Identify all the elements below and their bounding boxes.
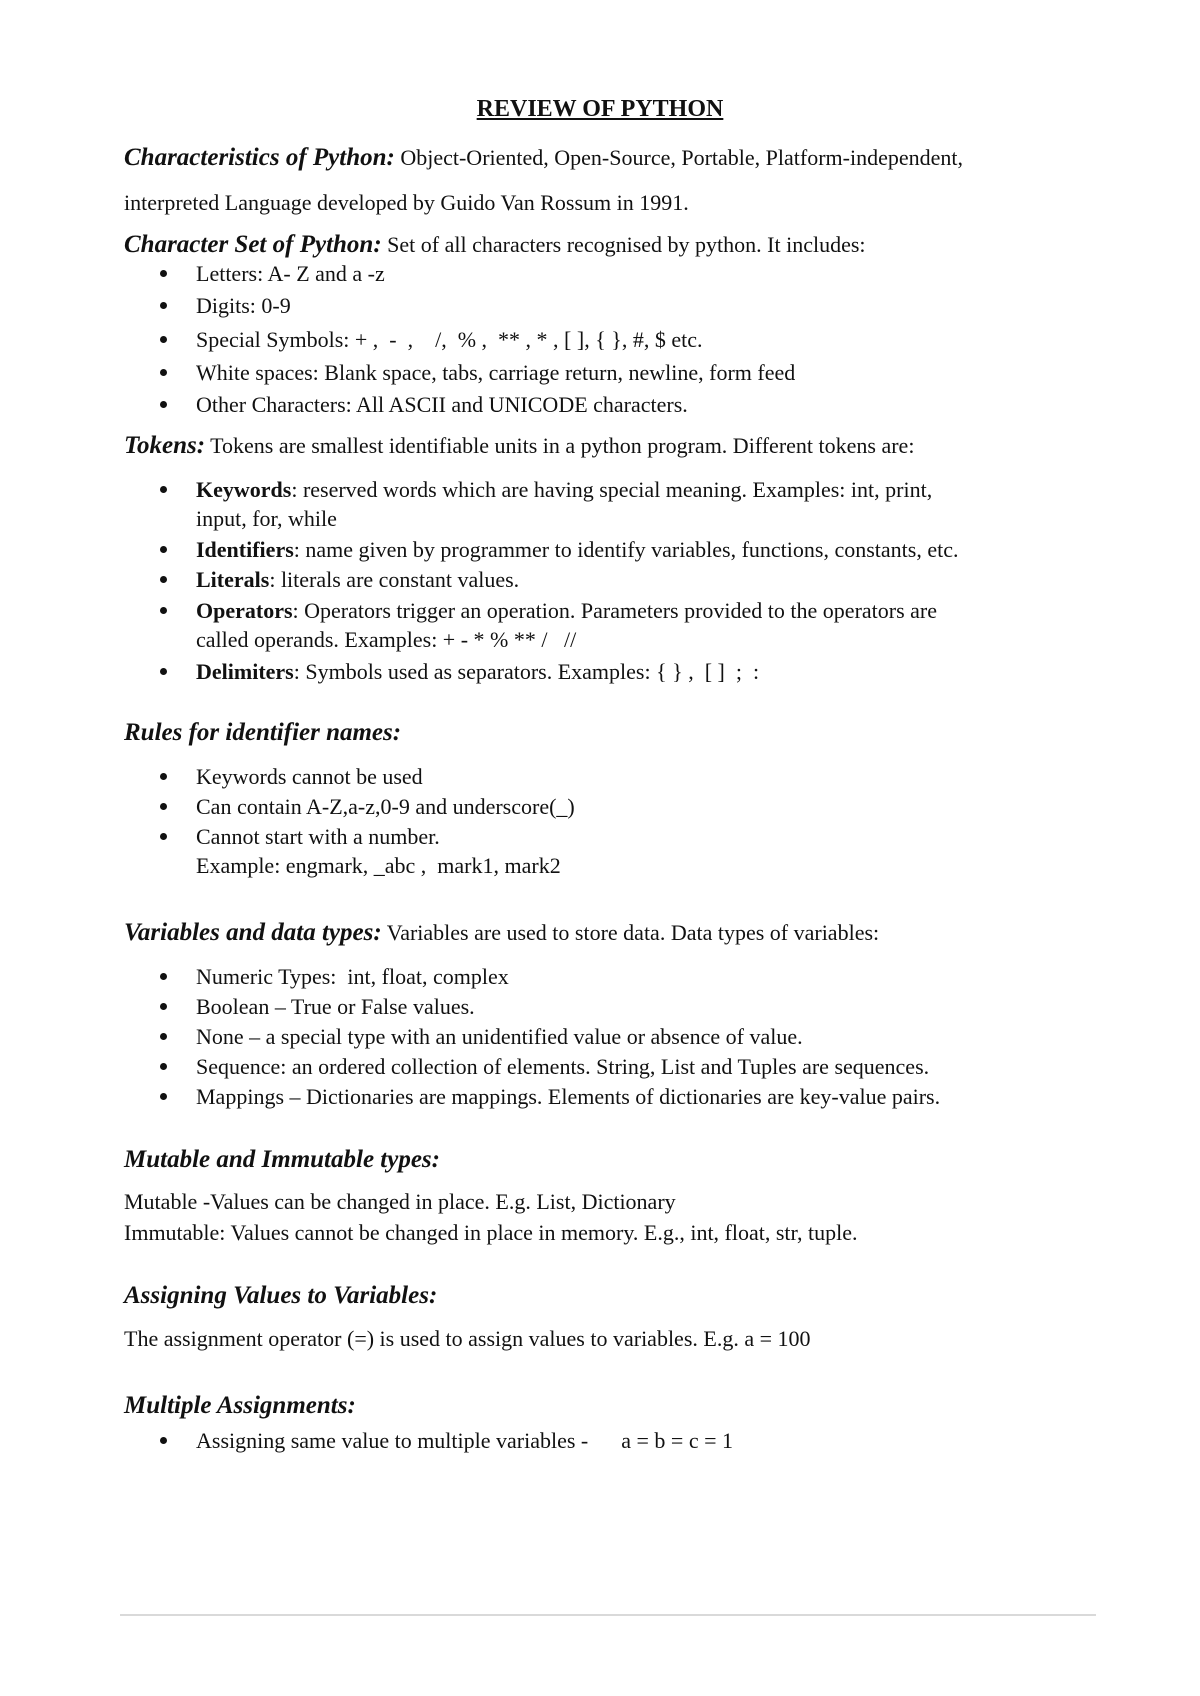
variables-line	[124, 920, 879, 946]
tokens-text: Tokens are smallest identifiable units in a python program. Different tokens are:	[205, 433, 915, 458]
characteristics-heading: Characteristics of Python:	[124, 144, 395, 171]
rules-example: Example: engmark, _abc , mark1, mark2	[196, 853, 561, 878]
bullet-icon	[160, 576, 167, 583]
variables-heading: Variables and data types:	[124, 919, 382, 946]
page-footer-divider	[120, 1614, 1096, 1616]
variables-item: Boolean – True or False values.	[196, 994, 475, 1019]
charset-item: Letters: A- Z and a -z	[196, 261, 385, 286]
rules-item: Cannot start with a number.	[196, 824, 440, 849]
characteristics-text-cont: interpreted Language developed by Guido Van Rossum in 1991.	[124, 190, 689, 215]
variables-item: Numeric Types: int, float, complex	[196, 964, 509, 989]
token-term: Identifiers	[196, 537, 294, 562]
rules-item: Can contain A-Z,a-z,0-9 and underscore(_)	[196, 794, 575, 819]
assigning-heading: Assigning Values to Variables:	[124, 1282, 438, 1309]
token-desc: : literals are constant values.	[269, 567, 520, 592]
immutable-line: Immutable: Values cannot be changed in place in memory. E.g., int, float, str, tuple.	[124, 1220, 858, 1245]
bullet-icon	[160, 973, 167, 980]
token-desc: : name given by programmer to identify variables, functions, constants, etc.	[293, 537, 959, 562]
bullet-icon	[160, 1063, 167, 1070]
charset-heading: Character Set of Python:	[124, 231, 382, 258]
rules-heading: Rules for identifier names:	[124, 719, 402, 746]
assigning-text: The assignment operator (=) is used to assign values to variables. E.g. a = 100	[124, 1326, 811, 1351]
bullet-icon	[160, 270, 167, 277]
bullet-icon	[160, 1093, 167, 1100]
token-term: Operators	[196, 598, 293, 623]
token-term: Delimiters	[196, 659, 294, 684]
token-term: Keywords	[196, 477, 292, 502]
multiple-item: Assigning same value to multiple variables - a = b = c = 1	[196, 1428, 734, 1453]
charset-item: Other Characters: All ASCII and UNICODE characters.	[196, 392, 688, 417]
token-item	[196, 659, 759, 685]
bullet-icon	[160, 336, 167, 343]
bullet-icon	[160, 1003, 167, 1010]
charset-item: Digits: 0-9	[196, 293, 291, 318]
token-item-cont: input, for, while	[196, 506, 337, 531]
variables-text: Variables are used to store data. Data types of variables:	[381, 920, 880, 945]
page-title: REVIEW OF PYTHON	[476, 96, 724, 122]
bullet-icon	[160, 668, 167, 675]
bullet-icon	[160, 833, 167, 840]
multiple-heading: Multiple Assignments:	[124, 1392, 356, 1419]
characteristics-text: Object-Oriented, Open-Source, Portable, Platform-independent,	[394, 145, 963, 170]
token-item	[196, 567, 519, 593]
bullet-icon	[160, 607, 167, 614]
bullet-icon	[160, 773, 167, 780]
characteristics-line	[124, 145, 963, 171]
tokens-line	[124, 433, 914, 459]
bullet-icon	[160, 803, 167, 810]
bullet-icon	[160, 302, 167, 309]
variables-item: Sequence: an ordered collection of elements. String, List and Tuples are sequences.	[196, 1054, 930, 1079]
bullet-icon	[160, 401, 167, 408]
token-item	[196, 537, 958, 563]
mutable-line: Mutable -Values can be changed in place. E.g. List, Dictionary	[124, 1189, 676, 1214]
charset-line	[124, 232, 866, 258]
bullet-icon	[160, 546, 167, 553]
rules-item: Keywords cannot be used	[196, 764, 423, 789]
token-item	[196, 477, 932, 503]
bullet-icon	[160, 486, 167, 493]
token-item	[196, 598, 937, 624]
charset-item: Special Symbols: + , - , /, % , ** , * , [ ], { }, #, $ etc.	[196, 327, 703, 352]
token-term: Literals	[196, 567, 270, 592]
tokens-heading: Tokens:	[124, 432, 206, 459]
token-desc: : reserved words which are having special meaning. Examples: int, print,	[291, 477, 933, 502]
variables-item: Mappings – Dictionaries are mappings. Elements of dictionaries are key-value pairs.	[196, 1084, 941, 1109]
token-item-cont: called operands. Examples: + - * % ** / //	[196, 627, 577, 652]
charset-item: White spaces: Blank space, tabs, carriage return, newline, form feed	[196, 360, 796, 385]
bullet-icon	[160, 1437, 167, 1444]
variables-item: None – a special type with an unidentified value or absence of value.	[196, 1024, 803, 1049]
token-desc: : Operators trigger an operation. Parameters provided to the operators are	[292, 598, 938, 623]
token-desc: : Symbols used as separators. Examples: { } , [ ] ; :	[293, 659, 760, 684]
bullet-icon	[160, 369, 167, 376]
charset-text: Set of all characters recognised by python. It includes:	[381, 232, 866, 257]
mutable-heading: Mutable and Immutable types:	[124, 1146, 440, 1173]
bullet-icon	[160, 1033, 167, 1040]
